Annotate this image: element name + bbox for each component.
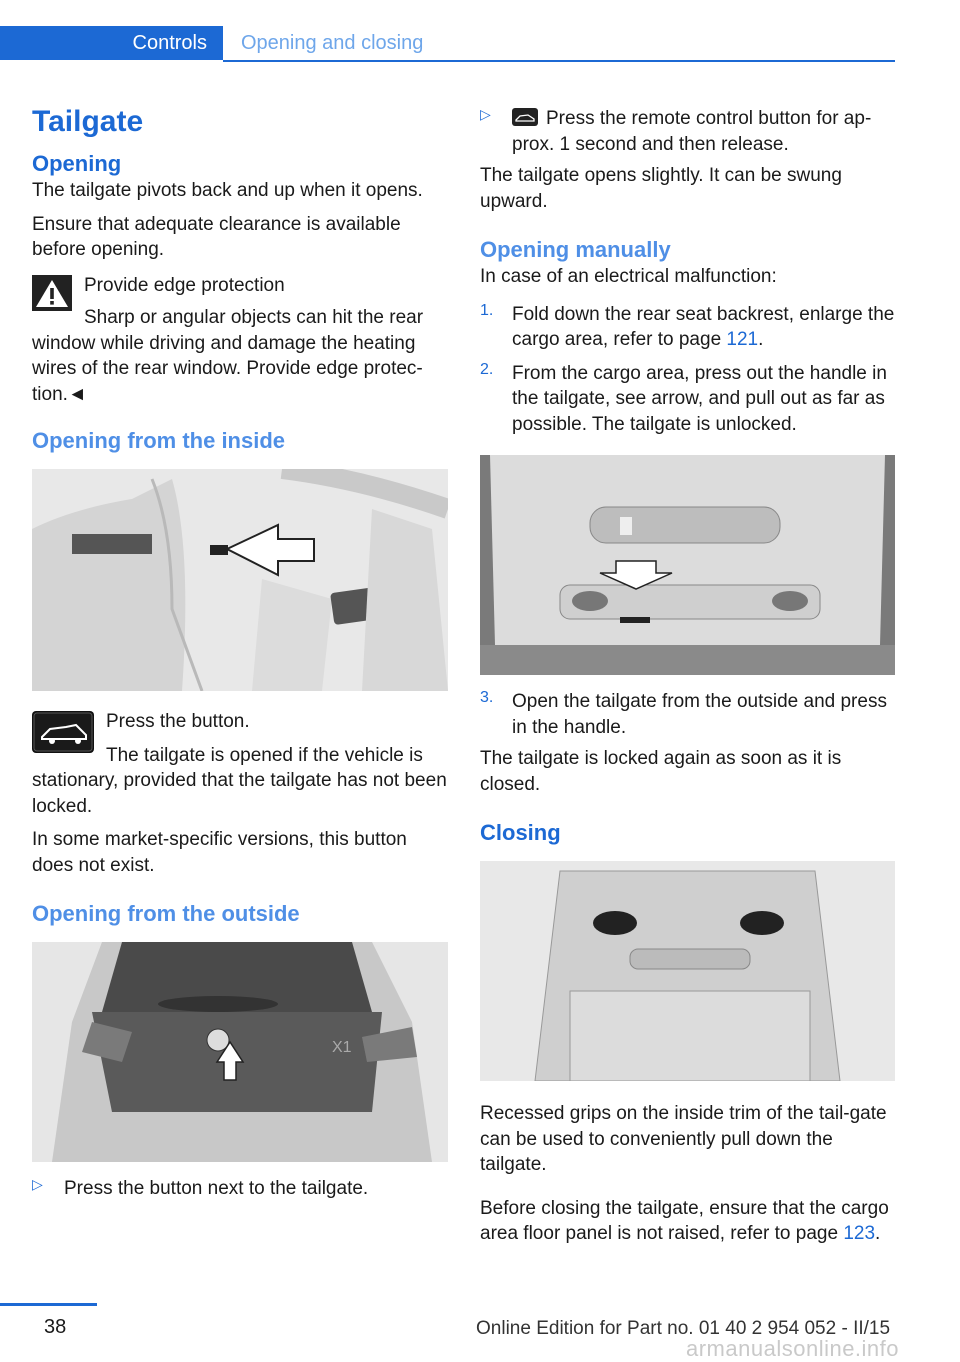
paragraph: In case of an electrical malfunction:: [480, 266, 777, 287]
figure-tailgate-inside: [480, 861, 895, 1081]
outside-step-text: Press the button next to the tailgate.: [64, 1178, 369, 1199]
remote-step-text: Press the remote control button for ap‐prox. 1 second and then release.: [512, 108, 872, 155]
watermark: armanualsonline.info: [686, 1336, 900, 1361]
step-text: Open the tailgate from the outside and press in the handle.: [512, 691, 887, 738]
triangle-bullet-icon: ▷: [32, 1176, 43, 1192]
warning-block: [32, 273, 448, 408]
paragraph: Before closing the tailgate, ensure that the cargo area floor panel is not raised, refer to page: [480, 1197, 889, 1244]
edition-text: Online Edition for Part no. 01 40 2 954 052 - II/15: [476, 1318, 891, 1339]
paragraph: In some market-specific versions, this button does not exist.: [32, 829, 407, 876]
footer-rule: [0, 1303, 97, 1306]
step-text: Fold down the rear seat backrest, enlarge the cargo area, refer to page: [512, 303, 895, 350]
page-link[interactable]: 121: [726, 329, 759, 350]
paragraph: Ensure that adequate clearance is available before opening.: [32, 213, 401, 260]
closing-heading: Closing: [480, 820, 561, 845]
button-block: [32, 709, 448, 819]
paragraph: Recessed grips on the inside trim of the tail‐gate can be used to conveniently pull down the tailgate.: [480, 1103, 887, 1175]
list-item: 1. Fold down the rear seat backrest, enlarge the cargo area, refer to page 121.: [480, 301, 895, 350]
right-column: ▷ Press the remote control button for ap‐prox. 1 second and then release. The tailgate opens slightly. It can be swung upward. Opening manually In case of an electrical malfunction: 1. Fold down the rear seat backrest, enlarge the cargo area, refer to page 121. 2. From the cargo area, press out the handle in the tailgate, see arrow, and pull out as far as possible. The tailgate is unlocked. 3. Open the tailgate from the outside and press in the handle. The tailgate is locked again as soon as it is closed. Closing Recessed grips on the inside trim of the tail‐gate can be used to conveniently pull down the tailgate. Before closing the tailgate, ensure that the cargo area floor panel is not raised, refer to page 123.: [480, 106, 895, 1244]
warning-title: Provide edge protection: [84, 274, 285, 296]
chapter-tab: Controls: [0, 26, 223, 60]
page-header: [0, 26, 895, 62]
triangle-bullet-icon: ▷: [480, 106, 491, 122]
figure-rear-exterior: [32, 942, 448, 1162]
outside-heading: Opening from the outside: [32, 901, 300, 926]
figure-interior-button: [32, 469, 448, 691]
paragraph: The tailgate opens slightly. It can be swung upward.: [480, 165, 842, 212]
svg-text:X1: X1: [332, 1039, 352, 1056]
page-title: Tailgate: [32, 105, 144, 138]
step-text: From the cargo area, press out the handle in the tailgate, see arrow, and pull out as far as possible. The tailgate is unlocked.: [512, 362, 887, 435]
page-link[interactable]: 123: [843, 1223, 876, 1244]
left-column: [32, 100, 448, 1202]
list-item: [32, 1176, 448, 1202]
paragraph: The tailgate is opened if the vehicle is stationary, provided that the tailgate has not been locked.: [32, 744, 447, 817]
warning-icon: [32, 275, 72, 311]
step-number: 2.: [480, 360, 494, 378]
manual-heading: Opening manually: [480, 237, 671, 262]
inside-heading: Opening from the inside: [32, 428, 286, 453]
figure-tailgate-handle: [480, 455, 895, 675]
list-item: [480, 106, 896, 157]
paragraph: The tailgate pivots back and up when it opens.: [32, 180, 423, 201]
step-number: 3.: [480, 689, 494, 706]
opening-heading: Opening: [32, 151, 122, 176]
remote-key-icon: [512, 108, 538, 126]
paragraph: The tailgate is locked again as soon as it is closed.: [480, 748, 842, 795]
step-number: 1.: [480, 301, 494, 319]
warning-text: Sharp or angular objects can hit the rear window while driving and damage the heating wires of the rear window. Provide edge protec‐tion.◄: [32, 307, 424, 405]
press-button-text: Press the button.: [106, 711, 250, 732]
section-title: Opening and closing: [241, 32, 424, 54]
list-item: [480, 689, 896, 740]
list-item: [480, 361, 896, 438]
page-number: 38: [44, 1316, 67, 1338]
header-rule: [223, 60, 895, 62]
tailgate-button-icon: [32, 711, 94, 753]
